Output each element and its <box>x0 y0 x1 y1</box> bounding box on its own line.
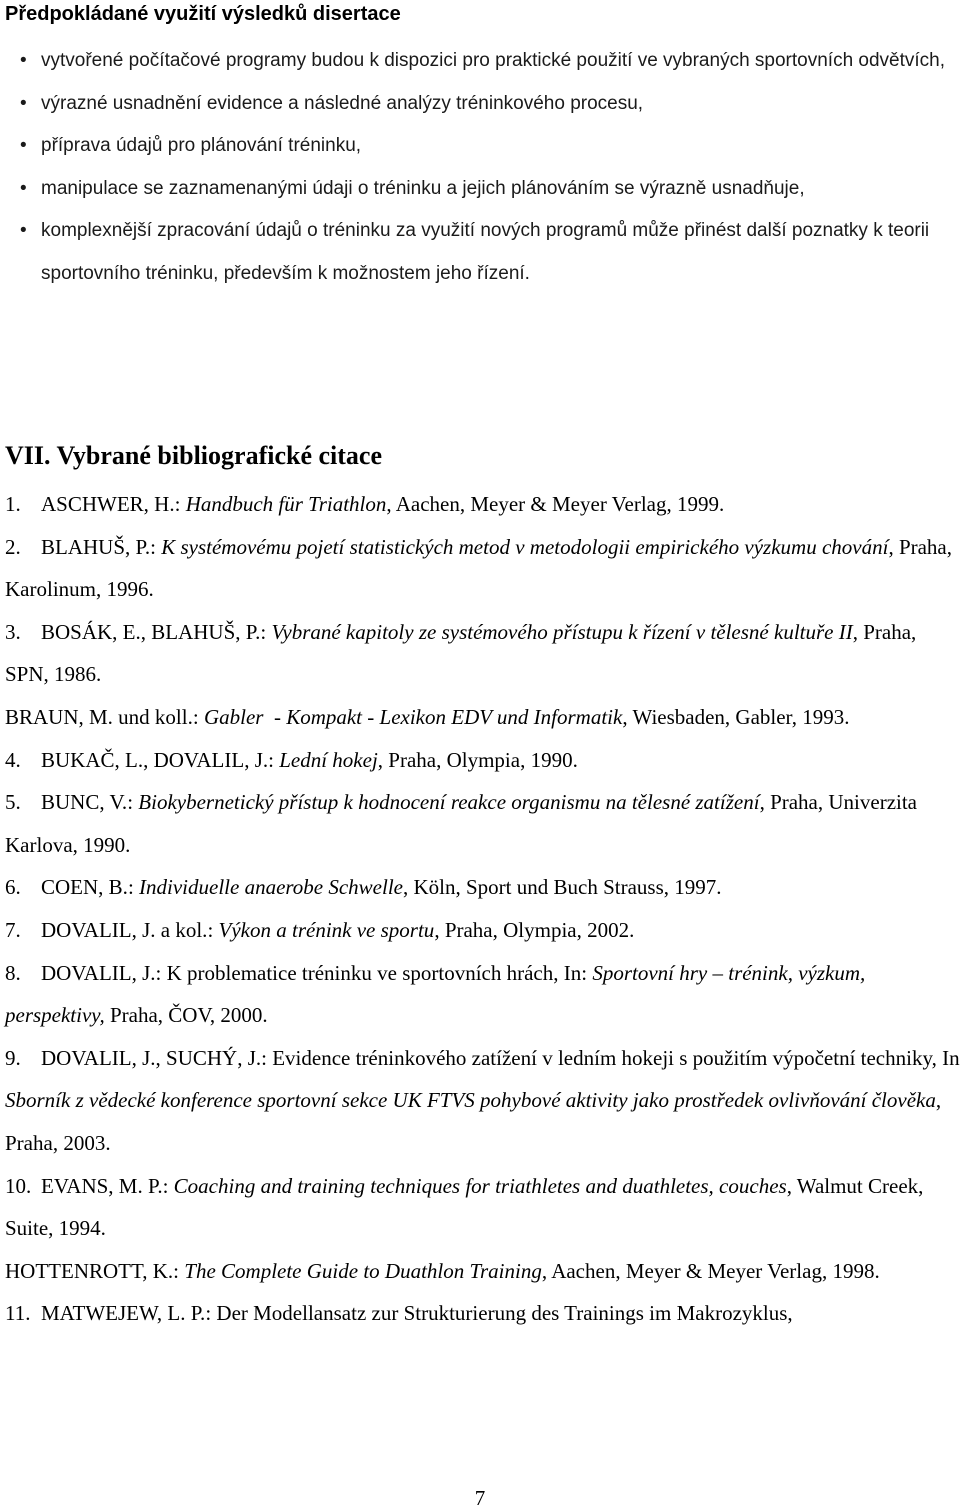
reference-item <box>5 781 960 866</box>
reference-publisher: , Praha, Olympia, 2002. <box>434 917 635 942</box>
reference-separator: : <box>150 534 162 559</box>
bullet-icon: • <box>20 92 27 114</box>
reference-separator: : <box>207 917 219 942</box>
reference-separator: : <box>192 704 204 729</box>
reference-publisher: , Walmut Creek, Suite, 1994. <box>5 1173 924 1241</box>
reference-author: EVANS, M. P. <box>41 1173 163 1198</box>
reference-author: BUKAČ, L., DOVALIL, J. <box>41 747 269 772</box>
reference-list <box>5 483 960 1335</box>
reference-publisher: , Aachen, Meyer & Meyer Verlag, 1999. <box>386 492 725 516</box>
reference-author: DOVALIL, J. <box>41 960 156 985</box>
bullet-icon: • <box>20 50 27 71</box>
reference-separator: : <box>173 1258 185 1283</box>
list-item-text: příprava údajů pro plánování tréninku, <box>41 135 362 156</box>
reference-item <box>5 1165 960 1250</box>
reference-separator: : <box>127 875 140 900</box>
reference-number: 10. <box>5 1173 32 1198</box>
bullet-icon: • <box>20 220 27 241</box>
list-item <box>0 83 946 126</box>
reference-publisher: , Praha, Olympia, 1990. <box>377 747 578 772</box>
reference-description: Der Modellansatz zur Strukturierung des Trainings im Makrozyklus, <box>216 1301 793 1326</box>
reference-author: DOVALIL, J., SUCHÝ, J. <box>41 1045 262 1070</box>
reference-item <box>5 952 960 1037</box>
list-item-text: manipulace se zaznamenanými údaji o tréninku a jejich plánováním se výrazně usnadňuje, <box>41 177 805 199</box>
list-item-text: komplexnější zpracování údajů o tréninku za využití nových programů může přinést další poznatky k teorii sportovního tréninku, především k možnostem jeho řízení. <box>41 220 930 284</box>
reference-item <box>5 1037 960 1165</box>
page-number: 7 <box>474 1486 486 1510</box>
bullet-list <box>0 40 960 295</box>
reference-author: MATWEJEW, L. P. <box>41 1301 206 1326</box>
section-heading: Předpokládané využití výsledků disertace <box>5 3 401 25</box>
reference-title: Sborník z vědecké konference sportovní sekce UK FTVS pohybové aktivity jako prostředek ovlivňování člověka <box>5 1088 936 1113</box>
reference-item <box>5 909 960 952</box>
reference-item <box>5 696 960 739</box>
reference-publisher: , Wiesbaden, Gabler, 1993. <box>622 704 850 729</box>
reference-item <box>5 526 960 611</box>
reference-author: BRAUN, M. und koll. <box>5 704 193 729</box>
chapter-heading: VII. Vybrané bibliografické citace <box>5 441 382 470</box>
reference-item <box>5 1250 960 1293</box>
reference-author: HOTTENROTT, K. <box>5 1258 174 1283</box>
reference-author: BOSÁK, E., BLAHUŠ, P. <box>41 619 261 644</box>
list-item-text: výrazné usnadnění evidence a následné analýzy tréninkového procesu, <box>41 92 644 114</box>
reference-publisher: , Praha, Karolinum, 1996. <box>5 534 953 602</box>
reference-item <box>5 739 960 782</box>
reference-separator: : <box>162 1173 174 1198</box>
reference-number: 11. <box>5 1301 31 1326</box>
reference-title: Gabler - Kompakt - Lexikon EDV und Informatik <box>203 704 623 729</box>
list-item <box>0 40 946 83</box>
reference-item <box>5 483 960 526</box>
reference-description: Evidence tréninkového zatížení v ledním hokeji s použitím výpočetní techniky, In <box>272 1045 960 1070</box>
reference-title: The Complete Guide to Duathlon Training <box>184 1258 542 1283</box>
reference-author: BLAHUŠ, P. <box>41 534 151 559</box>
reference-separator: : <box>127 790 139 815</box>
reference-publisher: Praha, ČOV, 2000. <box>104 1003 268 1028</box>
reference-author: ASCHWER, H. <box>41 492 175 516</box>
bullet-icon: • <box>20 135 27 156</box>
reference-item <box>5 1292 960 1335</box>
reference-number: 6. <box>5 875 21 900</box>
reference-author: COEN, B. <box>41 875 128 900</box>
reference-number: 1. <box>5 492 21 516</box>
reference-number: 4. <box>5 747 21 772</box>
reference-description: K problematice tréninku ve sportovních hrách, In: <box>166 960 593 985</box>
bullet-icon: • <box>20 177 27 199</box>
reference-separator: : <box>174 492 186 516</box>
reference-number: 7. <box>5 917 21 942</box>
reference-publisher: , Praha, 2003. <box>5 1088 942 1155</box>
reference-number: 8. <box>5 960 21 985</box>
reference-number: 9. <box>5 1045 21 1070</box>
reference-title: Handbuch für Triathlon <box>185 492 387 516</box>
reference-author: DOVALIL, J. a kol. <box>41 917 208 942</box>
reference-title: Biokybernetický přístup k hodnocení reakce organismu na tělesné zatížení <box>138 790 760 815</box>
list-item-text: vytvořené počítačové programy budou k dispozici pro praktické použití ve vybraných sportovních odvětvích, <box>41 50 946 71</box>
reference-separator: : <box>260 619 272 644</box>
reference-publisher: , Aachen, Meyer & Meyer Verlag, 1998. <box>541 1258 880 1283</box>
reference-separator: : <box>261 1045 273 1070</box>
reference-number: 3. <box>5 619 21 644</box>
list-item <box>0 210 946 295</box>
reference-separator: : <box>155 960 167 985</box>
reference-publisher: , Praha, Univerzita Karlova, 1990. <box>5 790 918 857</box>
list-item <box>0 168 946 211</box>
reference-separator: : <box>205 1301 217 1326</box>
reference-title: Vybrané kapitoly ze systémového přístupu k řízení v tělesné kultuře II <box>271 619 853 644</box>
reference-title: Coaching and training techniques for triathletes and duathletes, couches <box>173 1173 787 1198</box>
reference-title: Sportovní hry – trénink, výzkum, perspektivy, <box>5 960 866 1028</box>
reference-number: 5. <box>5 790 21 815</box>
reference-title: K systémovému pojetí statistických metod v metodologii empirického výzkumu chování <box>161 534 889 559</box>
reference-title: Lední hokej <box>279 747 378 772</box>
reference-publisher: , Köln, Sport und Buch Strauss, 1997. <box>403 875 722 900</box>
reference-separator: : <box>268 747 280 772</box>
reference-title: Výkon a trénink ve sportu <box>218 917 435 942</box>
reference-number: 2. <box>5 534 21 559</box>
reference-author: BUNC, V. <box>41 790 128 815</box>
reference-publisher: , Praha, SPN, 1986. <box>5 619 917 687</box>
list-item <box>0 125 946 168</box>
reference-title: Individuelle anaerobe Schwelle <box>139 875 403 900</box>
reference-item <box>5 611 960 696</box>
reference-item <box>5 866 960 909</box>
